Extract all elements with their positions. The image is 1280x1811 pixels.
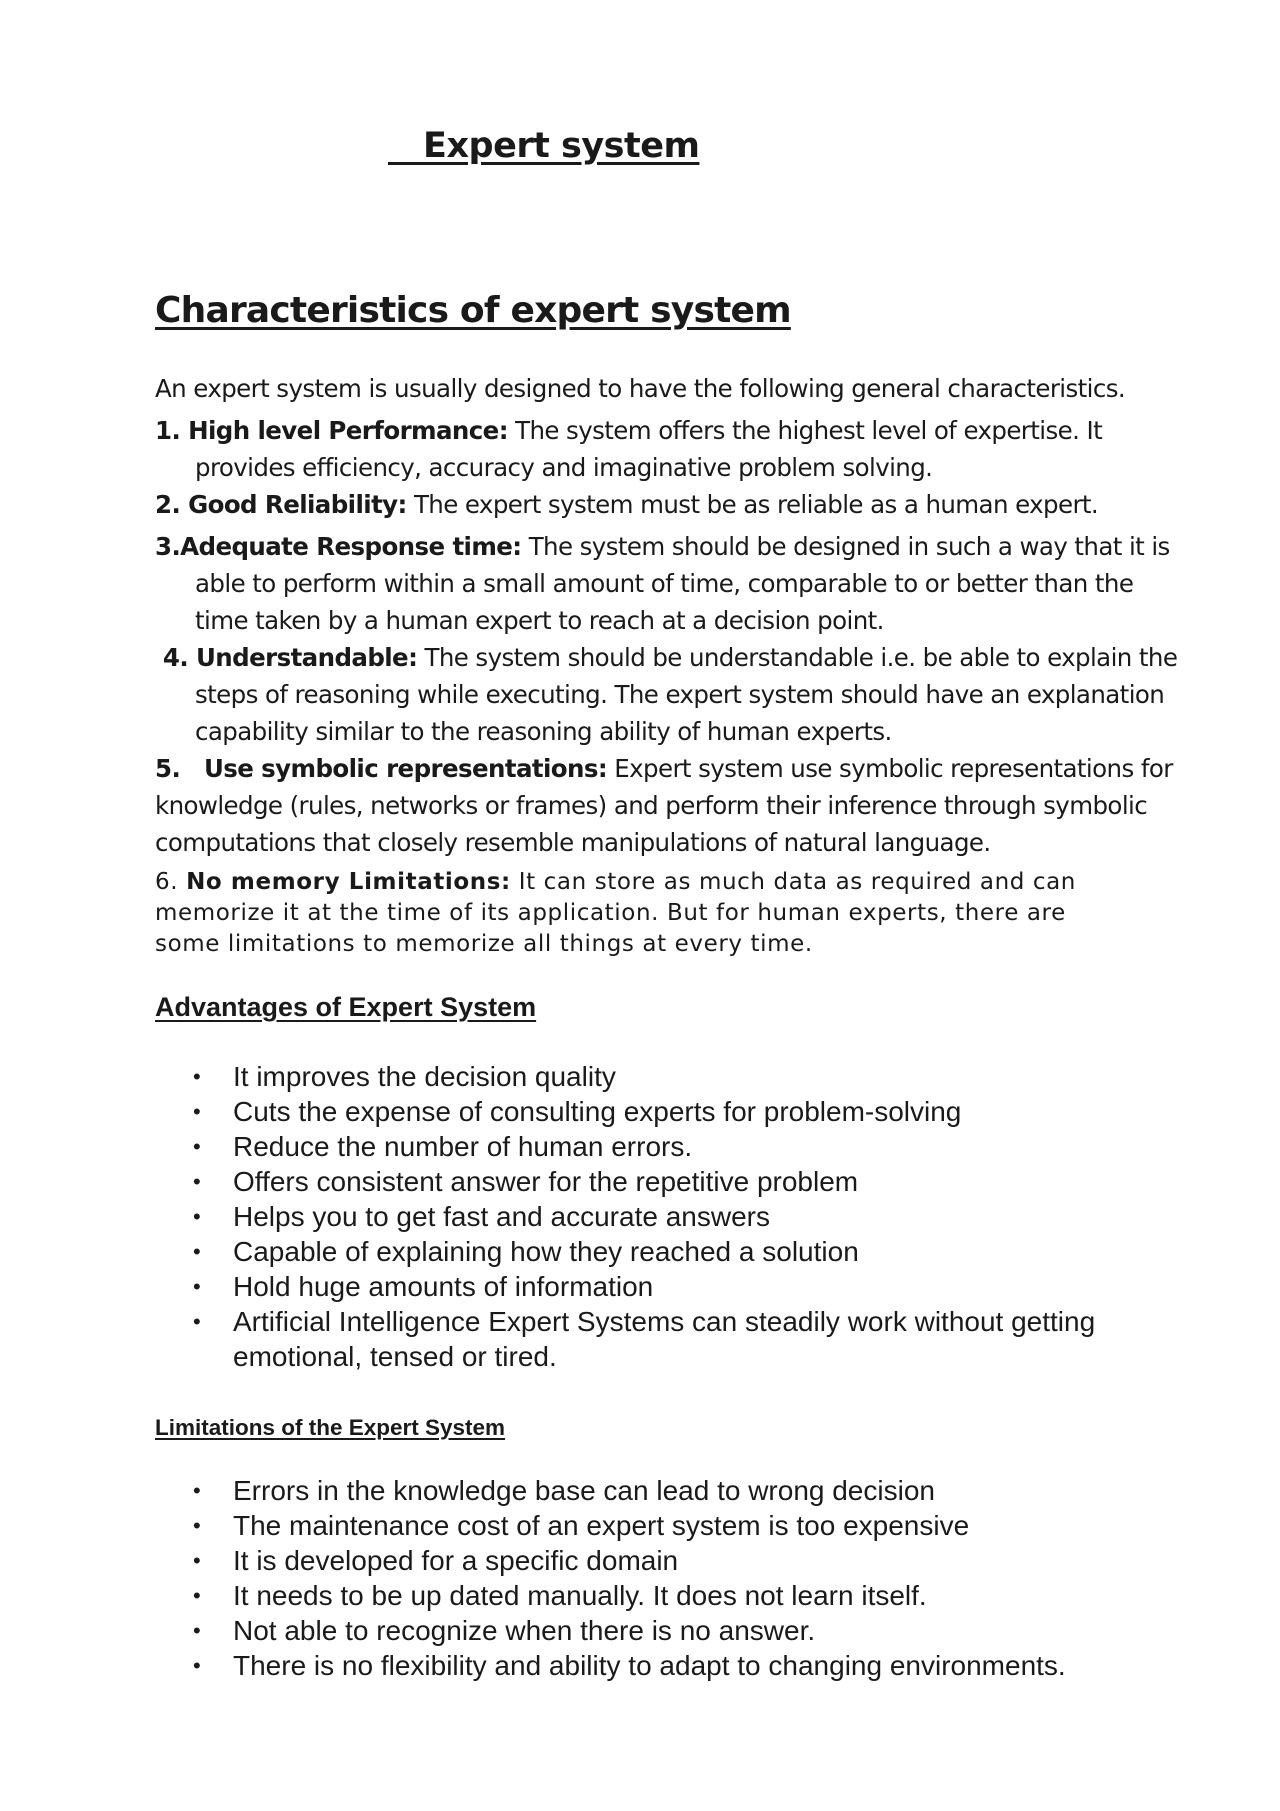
bullet-icon: • [193, 1583, 201, 1608]
advantages-heading: Advantages of Expert System [155, 992, 537, 1022]
list-item: • Reduce the number of human errors. [193, 1131, 693, 1162]
characteristic-3-text-cont: able to perform within a small amount of time, comparable to or better than the [195, 569, 1134, 598]
list-item: • It is developed for a specific domain [193, 1545, 679, 1576]
characteristic-1-text: The system offers the highest level of expertise. It [507, 416, 1103, 445]
characteristic-4 [155, 639, 1177, 750]
characteristic-6-label: No memory Limitations: [186, 869, 511, 895]
list-item: • Capable of explaining how they reached a solution [193, 1236, 859, 1267]
limitations-heading: Limitations of the Expert System [155, 1415, 506, 1440]
bullet-icon: • [193, 1618, 201, 1643]
list-item: • Hold huge amounts of information [193, 1271, 654, 1302]
list-item-continuation: emotional, tensed or tired. [233, 1341, 557, 1372]
characteristic-2-label: 2. Good Reliability: [155, 490, 407, 519]
bullet-icon: • [193, 1548, 201, 1573]
advantages-list [155, 1059, 1095, 1374]
bullet-icon: • [193, 1653, 201, 1678]
characteristic-4-label: 4. Understandable: [155, 643, 418, 672]
bullet-icon: • [193, 1099, 201, 1124]
list-item: • Offers consistent answer for the repetitive problem [193, 1166, 859, 1197]
characteristic-6-text-cont: memorize it at the time of its application. But for human experts, there are [155, 900, 1066, 926]
bullet-icon: • [193, 1478, 201, 1503]
characteristic-1-label: 1. High level Performance: [155, 416, 508, 445]
characteristic-2 [155, 486, 1098, 523]
bullet-icon: • [193, 1134, 201, 1159]
characteristic-4-text-cont2: capability similar to the reasoning ability of human experts. [195, 717, 892, 746]
characteristic-3-label: 3.Adequate Response time: [155, 532, 522, 561]
limitations-list [155, 1473, 1066, 1683]
list-item: • It improves the decision quality [193, 1061, 616, 1092]
characteristic-6-number: 6. [155, 869, 179, 895]
list-item: • There is no flexibility and ability to adapt to changing environments. [193, 1650, 1066, 1681]
list-item: • Errors in the knowledge base can lead to wrong decision [193, 1475, 935, 1506]
characteristic-6-text: It can store as much data as required and can [510, 869, 1076, 895]
section-heading-characteristics: Characteristics of expert system [155, 290, 791, 331]
intro-paragraph: An expert system is usually designed to have the following general characteristics. [155, 374, 1126, 403]
characteristic-4-text-cont: steps of reasoning while executing. The expert system should have an explanation [195, 680, 1165, 709]
bullet-icon: • [193, 1204, 201, 1229]
characteristic-5-text-cont2: computations that closely resemble manipulations of natural language. [155, 828, 991, 857]
characteristic-3 [155, 528, 1170, 639]
bullet-icon: • [193, 1513, 201, 1538]
bullet-icon: • [193, 1309, 201, 1334]
document-title: Expert system [388, 126, 700, 166]
list-item: • Not able to recognize when there is no answer. [193, 1615, 816, 1646]
bullet-icon: • [193, 1064, 201, 1089]
list-item: • Artificial Intelligence Expert Systems can steadily work without getting [193, 1306, 1096, 1337]
characteristic-5-text-cont: knowledge (rules, networks or frames) and perform their inference through symbolic [155, 791, 1148, 820]
list-item: • It needs to be up dated manually. It does not learn itself. [193, 1580, 927, 1611]
characteristic-4-text: The system should be understandable i.e. be able to explain the [417, 643, 1178, 672]
characteristic-5 [155, 750, 1173, 861]
characteristic-5-text: Expert system use symbolic representations for [607, 754, 1173, 783]
list-item: • Helps you to get fast and accurate answers [193, 1201, 770, 1232]
characteristic-3-text-cont2: time taken by a human expert to reach at a decision point. [195, 606, 884, 635]
list-item: • Cuts the expense of consulting experts for problem-solving [193, 1096, 962, 1127]
characteristic-1 [155, 412, 1102, 486]
characteristic-5-label: 5. Use symbolic representations: [155, 754, 608, 783]
characteristic-6 [155, 867, 1076, 960]
bullet-icon: • [193, 1239, 201, 1264]
characteristic-6-text-cont2: some limitations to memorize all things at every time. [155, 931, 813, 957]
characteristic-3-text: The system should be designed in such a way that it is [521, 532, 1170, 561]
list-item: • The maintenance cost of an expert system is too expensive [193, 1510, 970, 1541]
bullet-icon: • [193, 1274, 201, 1299]
characteristic-2-text: The expert system must be as reliable as a human expert. [406, 490, 1099, 519]
bullet-icon: • [193, 1169, 201, 1194]
characteristic-1-text-cont: provides efficiency, accuracy and imaginative problem solving. [195, 453, 933, 482]
